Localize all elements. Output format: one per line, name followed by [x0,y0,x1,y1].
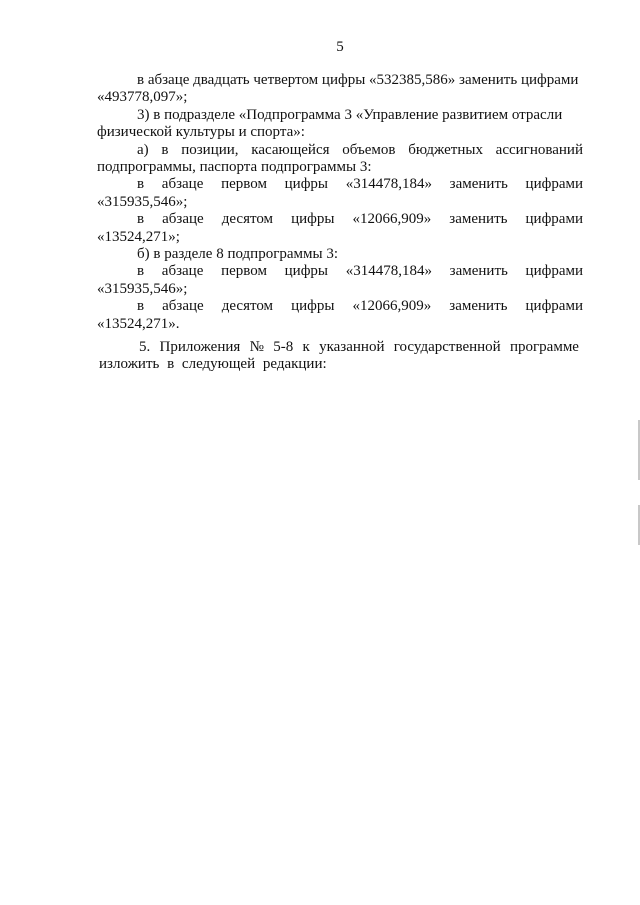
justified-line [97,263,583,280]
amendments-text [97,72,583,333]
text-line: «13524,271»; [97,228,180,245]
word: первом [221,263,267,280]
word: абзаце [162,298,204,315]
text-line: б) в разделе 8 подпрограммы 3: [137,246,338,263]
text-line: «315935,546»; [97,280,188,297]
word: к [302,339,310,355]
justified-line [97,176,583,193]
word: цифрами [525,211,583,228]
word: цифры [291,298,335,315]
word: заменить [449,298,508,315]
word: первом [221,176,267,193]
text-line: подпрограммы, паспорта подпрограммы 3: [97,159,372,176]
word: государственной [393,339,501,355]
word: в [137,298,145,315]
word: абзаце [162,211,204,228]
item-5-paragraph [99,339,579,374]
justified-line [97,211,583,228]
word: заменить [449,176,508,193]
word: цифры [291,211,335,228]
text-line: «493778,097»; [97,89,188,106]
word: в [137,176,145,193]
word: «314478,184» [345,263,432,280]
word: в [137,211,145,228]
word: десятом [221,211,274,228]
page-number: 5 [336,39,344,55]
justified-line [99,339,579,356]
word: абзаце [161,176,204,193]
word: 5. [139,339,151,355]
text-line: в абзаце двадцать четвертом цифры «532385,586» заменить цифрами [137,72,579,88]
word: в [137,263,145,280]
word: десятом [221,298,274,315]
text-line: физической культуры и спорта»: [97,124,305,141]
word: указанной [319,339,385,355]
word: цифрами [525,263,583,280]
word: программе [509,339,579,355]
word: цифры [284,263,328,280]
word: «12066,909» [352,298,432,315]
text-line: «315935,546»; [97,193,188,210]
justified-line [97,298,583,315]
text-line-content: а) в позиции, касающейся объемов бюджетных ассигнований [137,141,583,158]
word: абзаце [161,263,204,280]
word: № [249,339,264,355]
text-line: «13524,271». [97,315,180,332]
word: цифрами [525,298,583,315]
word: цифрами [525,176,583,193]
word: Приложения [159,339,241,355]
text-line: 3) в подразделе «Подпрограмма 3 «Управление развитием отрасли [137,106,563,123]
word: «12066,909» [352,211,432,228]
word: 5-8 [273,339,294,355]
text-line: изложить в следующей редакции: [99,356,327,373]
word: цифры [284,176,328,193]
text-line [97,142,583,159]
word: заменить [449,211,508,228]
word: заменить [449,263,508,280]
word: «314478,184» [345,176,432,193]
